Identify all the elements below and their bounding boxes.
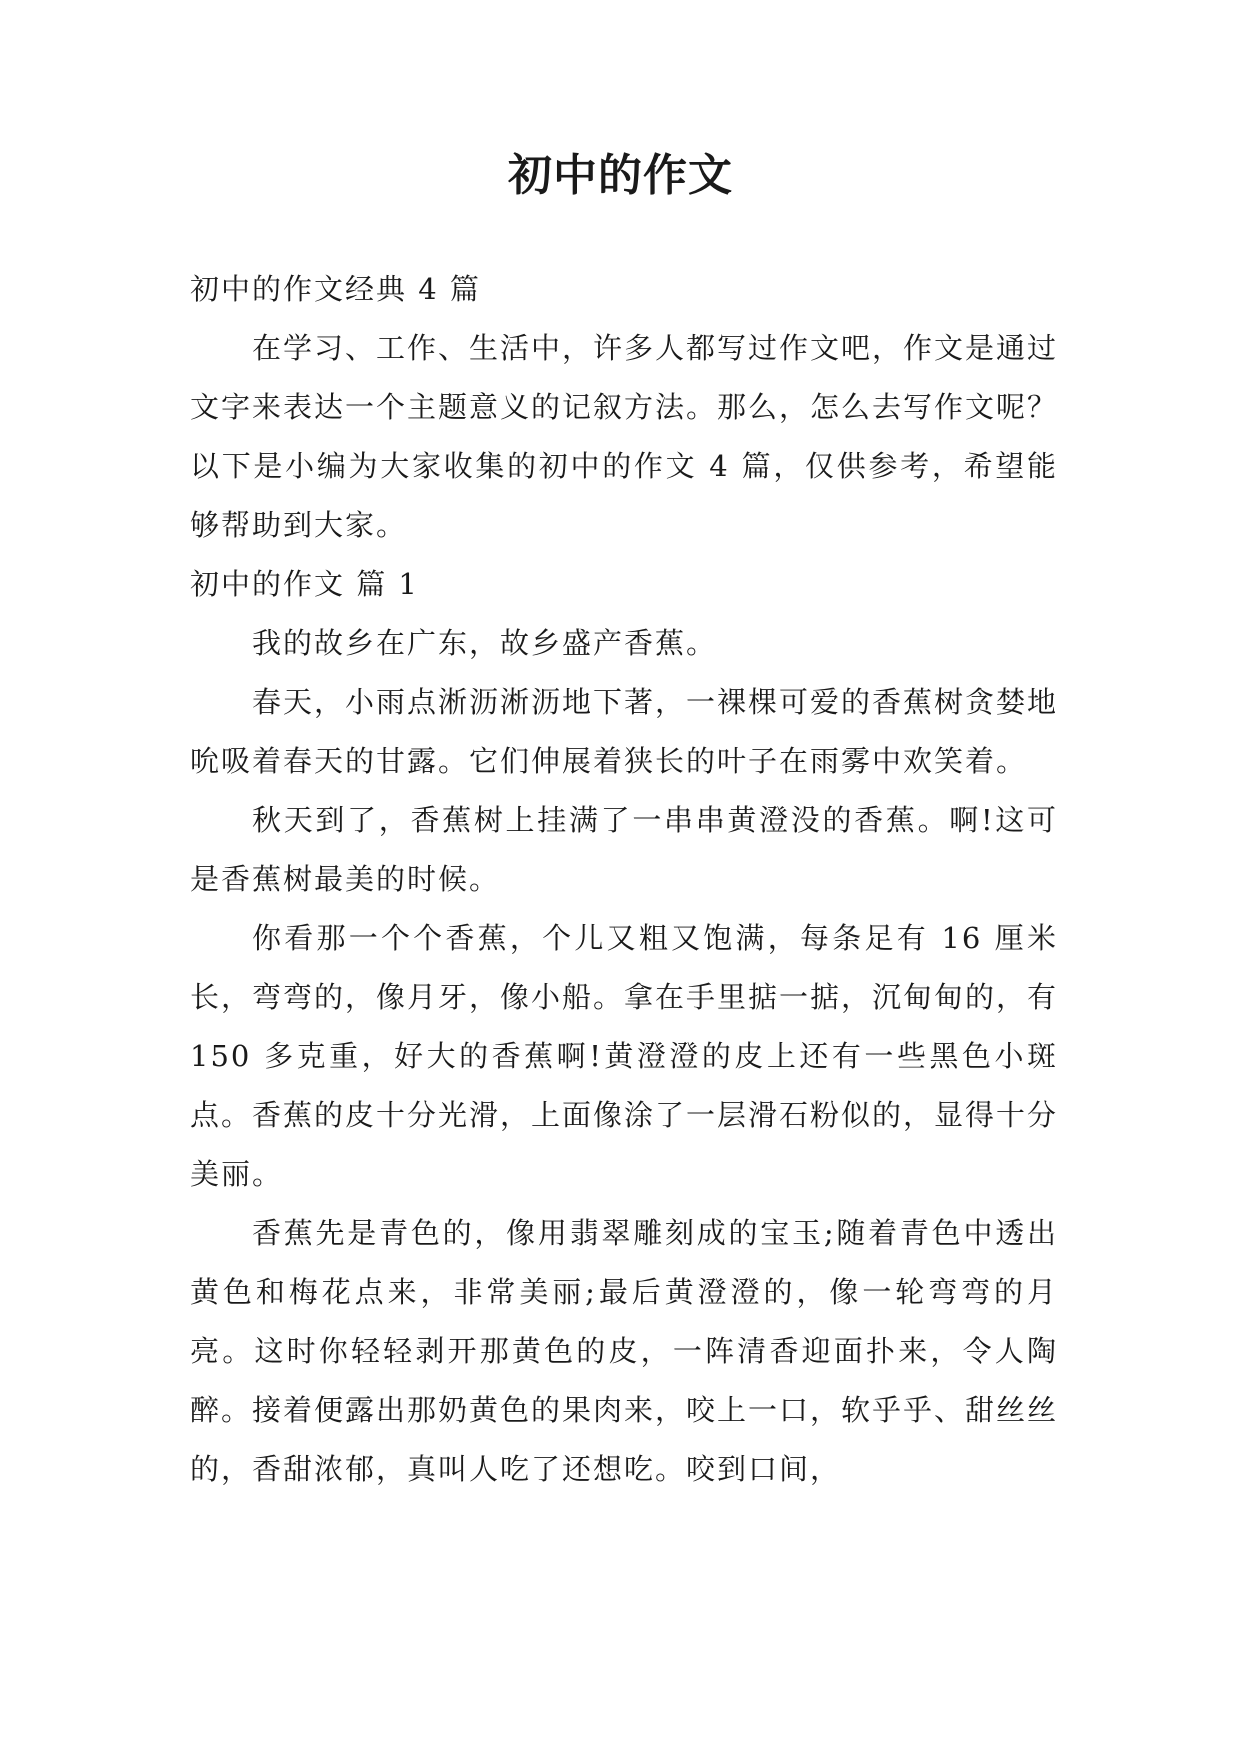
body-paragraph: 你看那一个个香蕉，个儿又粗又饱满，每条足有 16 厘米长，弯弯的，像月牙，像小船。拿在手里掂一掂，沉甸甸的，有 150 多克重，好大的香蕉啊!黄澄澄的皮上还有一些黑色小斑点。香蕉的皮十分光滑，上面像涂了一层滑石粉似的，显得十分美丽。 [190,921,1059,1191]
body-paragraph: 我的故乡在广东，故乡盛产香蕉。 [252,626,718,660]
document-title: 初中的作文 [508,150,733,201]
intro-paragraph: 在学习、工作、生活中，许多人都写过作文吧，作文是通过文字来表达一个主题意义的记叙方法。那么，怎么去写作文呢？以下是小编为大家收集的初中的作文 4 篇，仅供参考，希望能够帮助到大家。 [190,331,1059,542]
section-heading: 初中的作文 篇 1 [190,567,419,601]
document-body [190,260,1058,1499]
body-paragraph: 香蕉先是青色的，像用翡翠雕刻成的宝玉;随着青色中透出黄色和梅花点来，非常美丽;最后黄澄澄的，像一轮弯弯的月亮。这时你轻轻剥开那黄色的皮，一阵清香迎面扑来，令人陶醉。接着便露出那奶黄色的果肉来，咬上一口，软乎乎、甜丝丝的，香甜浓郁，真叫人吃了还想吃。咬到口间， [190,1216,1059,1486]
document-subtitle: 初中的作文经典 4 篇 [190,272,481,306]
body-paragraph: 秋天到了，香蕉树上挂满了一串串黄澄没的香蕉。啊!这可是香蕉树最美的时候。 [190,803,1058,896]
body-paragraph: 春天，小雨点淅沥淅沥地下著，一裸棵可爱的香蕉树贪婪地吮吸着春天的甘露。它们伸展着狭长的叶子在雨雾中欢笑着。 [190,685,1059,778]
